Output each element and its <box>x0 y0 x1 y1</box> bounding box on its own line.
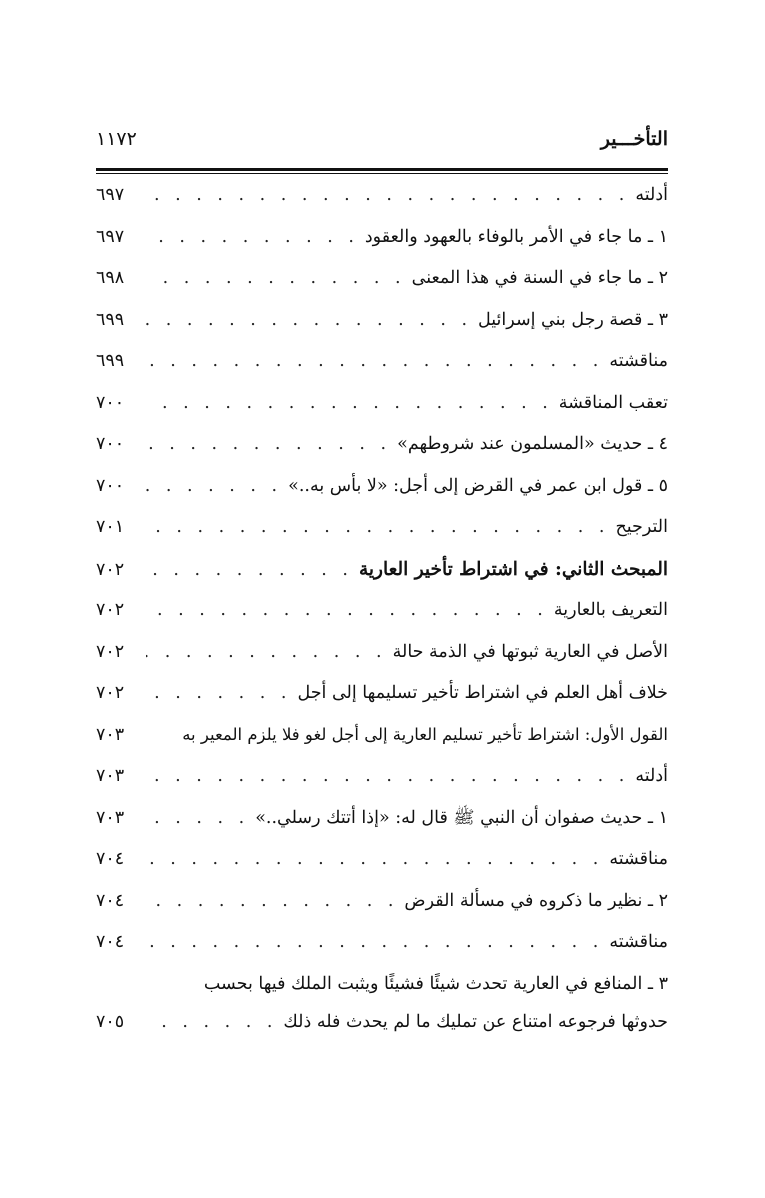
toc-section-heading[interactable] <box>96 558 668 600</box>
toc-entry-text: ٣ ـ المنافع في العارية تحدث شيئًا فشيئًا ويثبت الملك فيها بحسب <box>203 973 668 994</box>
toc-page <box>96 128 668 1052</box>
toc-entry-text: مناقشته <box>609 849 668 869</box>
toc-entry-page: ٦٩٨ <box>96 268 125 288</box>
toc-entry[interactable] <box>96 641 668 683</box>
toc-entry-text: خلاف أهل العلم في اشتراط تأخير تسليمها إلى أجل <box>297 683 668 703</box>
toc-entry[interactable] <box>96 848 668 890</box>
header-page-number: ١١٧٢ <box>96 128 137 150</box>
toc-entry[interactable] <box>96 599 668 641</box>
leader-dots <box>146 309 472 332</box>
page-header <box>96 128 668 168</box>
leader-dots <box>146 475 282 498</box>
leader-dots <box>146 350 603 373</box>
toc-entry[interactable] <box>96 392 668 434</box>
leader-dots <box>146 931 603 954</box>
leader-dots <box>146 516 609 539</box>
toc-entry-page: ٧٠٣ <box>96 807 125 828</box>
toc-entry-page: ٦٩٧ <box>96 226 125 247</box>
toc-entry[interactable] <box>96 931 668 973</box>
toc-entry-page: ٧٠٥ <box>96 1011 125 1032</box>
toc-entry-text: الترجيح <box>615 517 668 537</box>
toc-entry-text: ٤ ـ حديث «المسلمون عند شروطهم» <box>397 434 668 454</box>
toc-entry[interactable] <box>96 682 668 724</box>
toc-entry-text: ٥ ـ قول ابن عمر في القرض إلى أجل: «لا بأس به..» <box>288 475 668 496</box>
toc-entry[interactable] <box>96 226 668 268</box>
leader-dots <box>146 226 359 249</box>
leader-dots <box>146 890 398 913</box>
running-title: التأخـــير <box>600 128 668 150</box>
toc-entry[interactable] <box>96 350 668 392</box>
toc-entry-page: ٧٠٤ <box>96 849 125 869</box>
toc-entry[interactable] <box>96 724 668 766</box>
header-rule-thin <box>96 173 668 174</box>
leader-dots <box>146 433 391 456</box>
header-rule-thick <box>96 168 668 171</box>
toc-entry[interactable] <box>96 475 668 517</box>
toc-entry-page: ٧٠٣ <box>96 724 125 745</box>
toc-entry-text: تعقب المناقشة <box>558 392 668 413</box>
toc-entry-page: ٧٠٢ <box>96 683 125 703</box>
toc-entry-page: ٧٠٢ <box>96 600 125 620</box>
leader-dots <box>146 392 553 415</box>
toc-entry-text: مناقشته <box>609 351 668 371</box>
toc-entry-page: ٧٠٢ <box>96 559 125 580</box>
toc-entry-page: ٦٩٧ <box>96 185 125 205</box>
leader-dots <box>146 765 629 788</box>
toc-entry[interactable] <box>96 309 668 351</box>
toc-entry-text: أدلته <box>635 766 668 786</box>
toc-entry[interactable] <box>96 516 668 558</box>
toc-entry-text: القول الأول: اشتراط تأخير تسليم العارية إلى أجل لغو فلا يلزم المعير به <box>182 724 668 744</box>
toc-entry-page: ٦٩٩ <box>96 351 125 371</box>
toc-entry-text: أدلته <box>635 185 668 205</box>
toc-entry-wrapped-line[interactable] <box>96 973 668 1011</box>
toc-entry-page: ٧٠٠ <box>96 392 125 413</box>
toc-entry-text: ١ ـ ما جاء في الأمر بالوفاء بالعهود والعقود <box>364 226 668 247</box>
toc-entry[interactable] <box>96 433 668 475</box>
toc-entry-text: ٣ ـ قصة رجل بني إسرائيل <box>478 309 668 330</box>
toc-entry-page: ٧٠٣ <box>96 766 125 786</box>
leader-dots <box>146 184 629 207</box>
toc-entry-page: ٧٠٠ <box>96 434 125 454</box>
toc-entry-text: حدوثها فرجوعه امتناع عن تمليك ما لم يحدث فله ذلك <box>283 1011 668 1032</box>
toc-entry-text: المبحث الثاني: في اشتراط تأخير العارية <box>358 558 668 580</box>
leader-dots <box>146 807 249 830</box>
toc-entry-page: ٧٠٤ <box>96 890 125 911</box>
toc-entry-page: ٧٠١ <box>96 517 125 537</box>
toc-entry-page: ٧٠٤ <box>96 932 125 952</box>
leader-dots <box>146 267 406 290</box>
toc-entry-text: مناقشته <box>609 932 668 952</box>
leader-dots <box>146 682 291 705</box>
toc-entry[interactable] <box>96 807 668 849</box>
toc-entry[interactable] <box>96 184 668 226</box>
toc-list <box>96 184 668 1052</box>
toc-entry-text: الأصل في العارية ثبوتها في الذمة حالة <box>392 641 668 662</box>
leader-dots <box>146 641 387 664</box>
toc-entry[interactable] <box>96 1011 668 1053</box>
toc-entry[interactable] <box>96 765 668 807</box>
toc-entry[interactable] <box>96 890 668 932</box>
leader-dots <box>146 599 548 622</box>
leader-dots <box>146 1011 277 1034</box>
toc-entry-page: ٧٠٠ <box>96 475 125 496</box>
toc-entry-text: ١ ـ حديث صفوان أن النبي ﷺ قال له: «إذا أتتك رسلي..» <box>255 807 668 828</box>
toc-entry-text: ٢ ـ نظير ما ذكروه في مسألة القرض <box>404 890 668 911</box>
toc-entry-text: ٢ ـ ما جاء في السنة في هذا المعنى <box>411 268 668 288</box>
toc-entry-page: ٧٠٢ <box>96 641 125 662</box>
leader-dots <box>146 559 353 582</box>
toc-entry-page: ٦٩٩ <box>96 309 125 330</box>
toc-entry[interactable] <box>96 267 668 309</box>
toc-entry-text: التعريف بالعارية <box>553 600 668 620</box>
leader-dots <box>146 848 603 871</box>
